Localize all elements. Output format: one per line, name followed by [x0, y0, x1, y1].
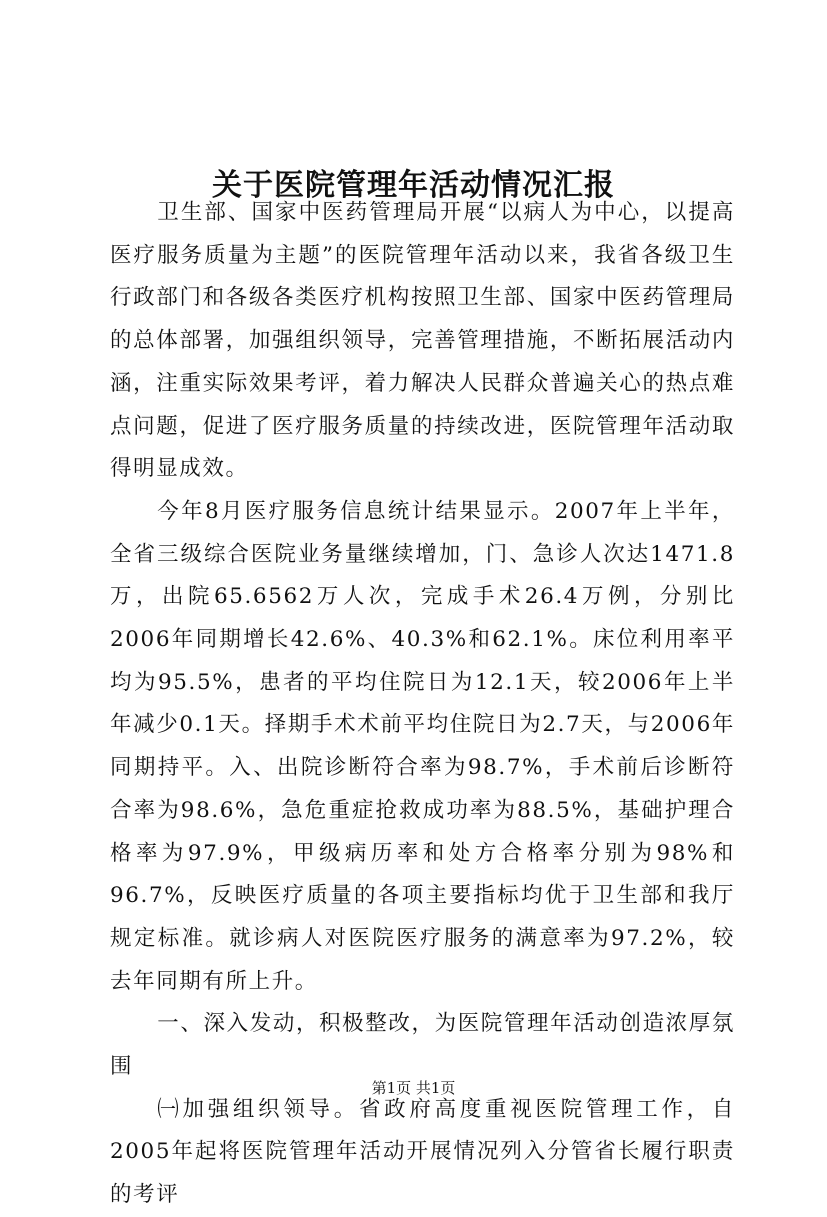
section-heading-1: 一、深入发动，积极整改，为医院管理年活动创造浓厚氛围	[110, 1011, 735, 1080]
paragraph-organization: ㈠加强组织领导。省政府高度重视医院管理工作，自2005年起将医院管理年活动开展情况列入分管省长履行职责的考评	[110, 1096, 735, 1208]
paragraph-intro: 卫生部、国家中医药管理局开展“以病人为中心，以提高医疗服务质量为主题”的医院管理年活动以来，我省各级卫生行政部门和各级各类医疗机构按照卫生部、国家中医药管理局的总体部署，加强组织领导，完善管理措施，不断拓展活动内涵，注重实际效果考评，着力解决人民群众普遍关心的热点难点问题，促进了医疗服务质量的持续改进，医院管理年活动取得明显成效。	[110, 200, 735, 482]
document-body	[110, 192, 735, 1217]
document-title: 关于医院管理年活动情况汇报	[212, 168, 615, 204]
paragraph-statistics: 今年8月医疗服务信息统计结果显示。2007年上半年，全省三级综合医院业务量继续增加，门、急诊人次达1471.8万，出院65.6562万人次，完成手术26.4万例，分别比2006年同期增长42.6%、40.3%和62.1%。床位利用率平均为95.5%，患者的平均住院日为12.1天，较2006年上半年减少0.1天。择期手术术前平均住院日为2.7天，与2006年同期持平。入、出院诊断符合率为98.7%，手术前后诊断符合率为98.6%，急危重症抢救成功率为88.5%，基础护理合格率为97.9%，甲级病历率和处方合格率分别为98%和96.7%，反映医疗质量的各项主要指标均优于卫生部和我厅规定标准。就诊病人对医院医疗服务的满意率为97.2%，较去年同期有所上升。	[110, 498, 735, 994]
page-footer: 第1页 共1页	[371, 1079, 456, 1097]
